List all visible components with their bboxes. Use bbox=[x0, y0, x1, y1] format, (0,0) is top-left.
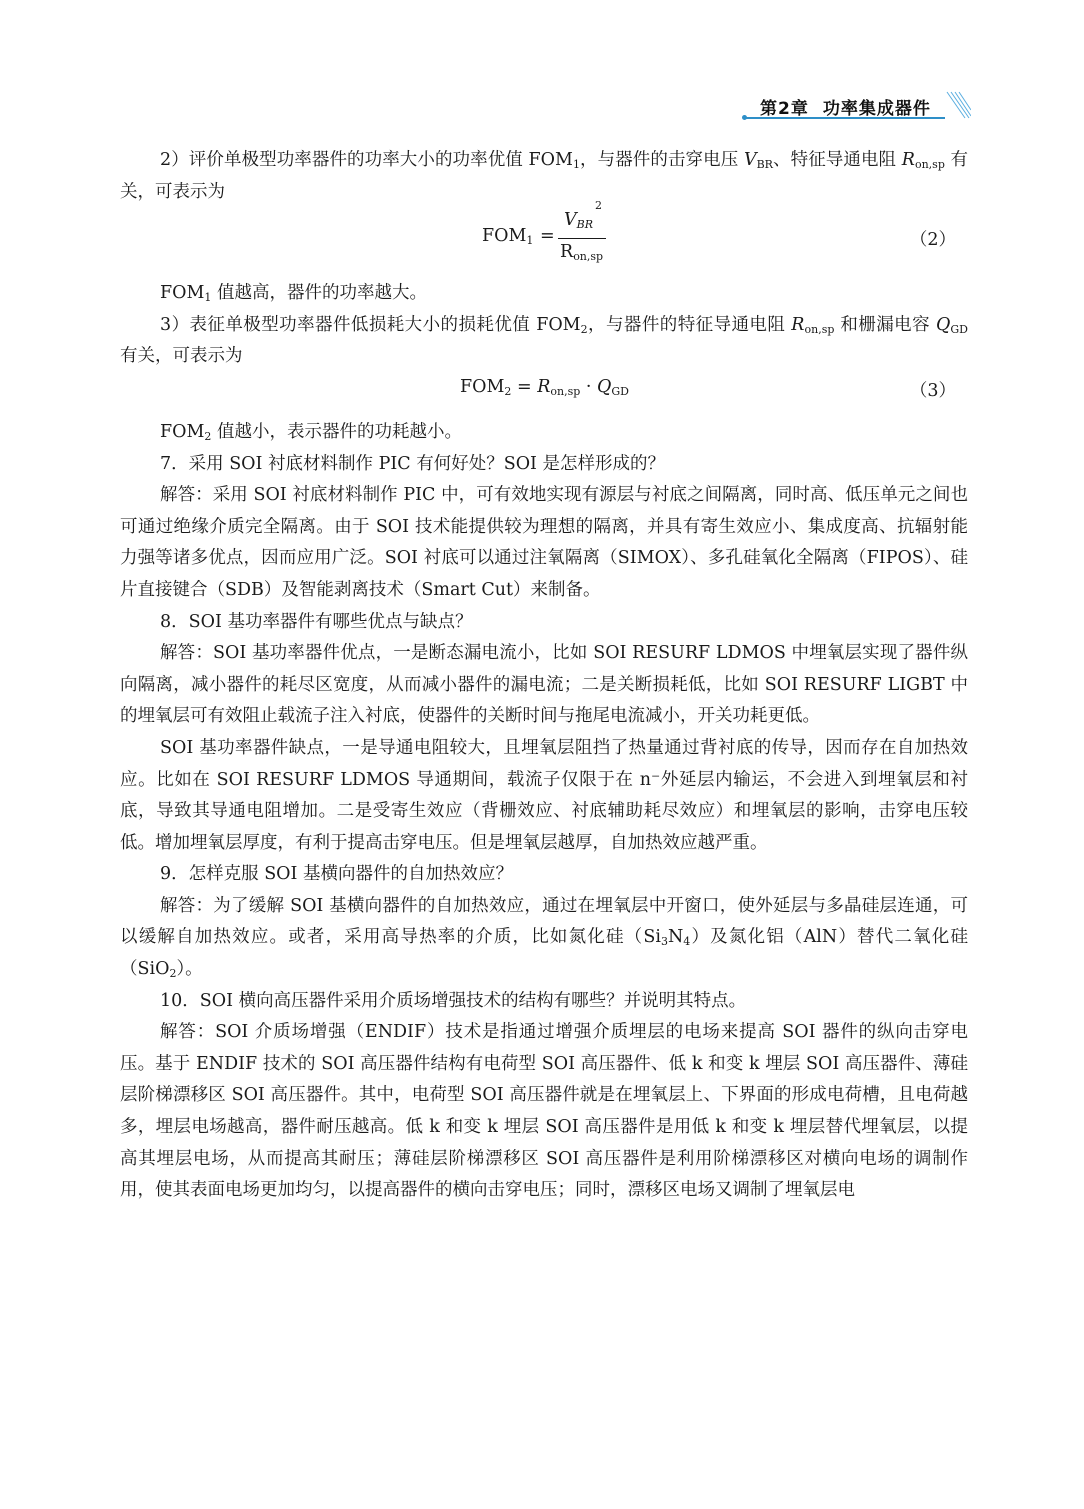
text: N bbox=[667, 927, 684, 948]
subscript: on,sp bbox=[573, 250, 604, 264]
paragraph-fom1 bbox=[120, 145, 968, 208]
chapter-number: 第2章 bbox=[760, 99, 809, 119]
symbol: R bbox=[901, 150, 915, 170]
equals-sign: = bbox=[511, 376, 538, 397]
symbol: R bbox=[537, 376, 551, 397]
answer-8-disadvantages: SOI 基功率器件缺点，一是导通电阻较大，且埋氧层阻挡了热量通过背衬底的传导，因而存在自加热效应。比如在 SOI RESURF LDMOS 导通期间，载流子仅限于在 n⁻外延层内输运，不会进入到埋氧层和衬底，导致其导通电阻增加。二是受寄生效应（背栅效应、衬底辅助耗尽效应）和埋氧层的影响，击穿电压较低。增加埋氧层厚度，有利于提高击穿电压。但是埋氧层越厚，自加热效应越严重。 bbox=[120, 737, 968, 853]
answer-9 bbox=[120, 891, 968, 986]
subscript: 2 bbox=[204, 429, 212, 443]
page-body bbox=[120, 145, 968, 1207]
symbol: Q bbox=[597, 376, 612, 397]
text: R bbox=[560, 242, 574, 263]
subscript: 1 bbox=[526, 234, 534, 248]
subscript: BR bbox=[576, 218, 594, 232]
chapter-title bbox=[760, 94, 931, 119]
subscript: BR bbox=[756, 158, 773, 171]
text: FOM bbox=[160, 283, 205, 304]
symbol: R bbox=[791, 314, 805, 335]
text: ）及氮化铝（AlN）替代二氧化硅（SiO bbox=[120, 927, 968, 980]
paragraph-fom2 bbox=[120, 310, 968, 373]
equation-body bbox=[460, 377, 629, 397]
symbol: V bbox=[743, 150, 757, 170]
equation-3 bbox=[120, 373, 968, 417]
symbol: Q bbox=[936, 314, 951, 335]
text: ，与器件的击穿电压 bbox=[579, 150, 744, 170]
question-9: 9．怎样克服 SOI 基横向器件的自加热效应？ bbox=[160, 864, 514, 885]
chapter-name: 功率集成器件 bbox=[822, 99, 931, 119]
question-8: 8．SOI 基功率器件有哪些优点与缺点？ bbox=[160, 611, 473, 632]
text: 、特征导通电阻 bbox=[772, 150, 902, 170]
text: ，与器件的特征导通电阻 bbox=[587, 314, 792, 335]
text: 有关，可表示为 bbox=[120, 346, 243, 367]
text: FOM bbox=[460, 376, 505, 397]
equation-2 bbox=[120, 199, 968, 278]
text: 3）表征单极型功率器件低损耗大小的损耗优值 FOM bbox=[160, 314, 581, 335]
text: ）。 bbox=[176, 959, 203, 980]
text: 解答：为了缓解 SOI 基横向器件的自加热效应，通过在埋氧层中开窗口，使外延层与多晶硅层连通，可以缓解自加热效应。或者，采用高导热率的介质，比如氮化硅（Si bbox=[120, 895, 968, 948]
subscript: on,sp bbox=[550, 384, 581, 398]
text: V bbox=[564, 210, 577, 231]
numerator bbox=[564, 199, 603, 232]
equation-number: （3） bbox=[909, 380, 956, 401]
equation-number: （2） bbox=[909, 230, 956, 251]
equation-lhs bbox=[482, 226, 533, 246]
subscript: 1 bbox=[204, 291, 212, 305]
subscript: GD bbox=[950, 322, 968, 336]
answer-8-advantages: 解答：SOI 基功率器件优点，一是断态漏电流小，比如 SOI RESURF LDMOS 中埋氧层实现了器件纵向隔离，减小器件的耗尽区宽度，从而减小器件的漏电流；二是关断损耗低，比如 SOI RESURF LIGBT 中的埋氧层可有效阻止载流子注入衬底，使器件的关断时间与拖尾电流减小，开关功耗更低。 bbox=[120, 643, 968, 727]
subscript: 4 bbox=[683, 935, 691, 949]
subscript: on,sp bbox=[914, 158, 945, 171]
question-7: 7．采用 SOI 衬底材料制作 PIC 有何好处？SOI 是怎样形成的？ bbox=[160, 453, 666, 474]
subscript: 2 bbox=[504, 384, 512, 398]
subscript: GD bbox=[611, 384, 629, 398]
text: 和栅漏电容 bbox=[834, 314, 937, 335]
text: 值越高，器件的功率越大。 bbox=[211, 283, 427, 304]
text: FOM bbox=[482, 226, 527, 247]
dot-operator: · bbox=[580, 376, 597, 397]
subscript: 1 bbox=[572, 158, 580, 171]
subscript: 3 bbox=[660, 935, 668, 949]
text: 2）评价单极型功率器件的功率大小的功率优值 FOM bbox=[160, 150, 573, 170]
text: 值越小，表示器件的功耗越小。 bbox=[211, 421, 462, 442]
question-10: 10．SOI 横向高压器件采用介质场增强技术的结构有哪些？并说明其特点。 bbox=[160, 990, 747, 1011]
paragraph-fom2-note bbox=[120, 417, 968, 449]
subscript: on,sp bbox=[804, 322, 835, 336]
header-stripes-icon bbox=[945, 90, 971, 120]
subscript: 2 bbox=[580, 322, 588, 336]
running-header bbox=[0, 84, 1084, 124]
text: FOM bbox=[160, 421, 205, 442]
answer-7: 解答：采用 SOI 衬底材料制作 PIC 中，可有效地实现有源层与衬底之间隔离，同时高、低压单元之间也可通过绝缘介质完全隔离。由于 SOI 技术能提供较为理想的隔离，并具有寄生效应小、集成度高、抗辐射能力强等诸多优点，因而应用广泛。SOI 衬底可以通过注氧隔离（SIMOX）、多孔硅氧化全隔离（FIPOS）、硅片直接键合（SDB）及智能剥离技术（Smart Cut）来制备。 bbox=[120, 485, 968, 600]
fraction-bar bbox=[558, 238, 606, 239]
answer-10: 解答：SOI 介质场增强（ENDIF）技术是指通过增强介质埋层的电场来提高 SOI 器件的纵向击穿电压。基于 ENDIF 技术的 SOI 高压器件结构有电荷型 SOI 高压器件、低 k 和变 k 埋层 SOI 高压器件、薄硅层阶梯漂移区 SOI 高压器件。其中，电荷型 SOI 高压器件就是在埋氧层上、下界面的形成电荷槽，且电荷越多，埋层电场越高，器件耐压越高。低 k 和变 k 埋层 SOI 高压器件是用低 k 和变 k 埋层替代埋氧层，以提高其埋层电场，从而提高其耐压；薄硅层阶梯漂移区 SOI 高压器件是利用阶梯漂移区对横向电场的调制作用，使其表面电场更加均匀，以提高器件的横向击穿电压；同时，漂移区电场又调制了埋氧层电 bbox=[120, 1022, 968, 1201]
denominator bbox=[560, 242, 603, 262]
paragraph-fom1-note bbox=[120, 278, 968, 310]
text: 有关，可表示为 bbox=[120, 150, 969, 202]
subscript: 2 bbox=[169, 967, 177, 981]
equals-sign: = bbox=[540, 226, 555, 247]
superscript: 2 bbox=[595, 199, 603, 213]
